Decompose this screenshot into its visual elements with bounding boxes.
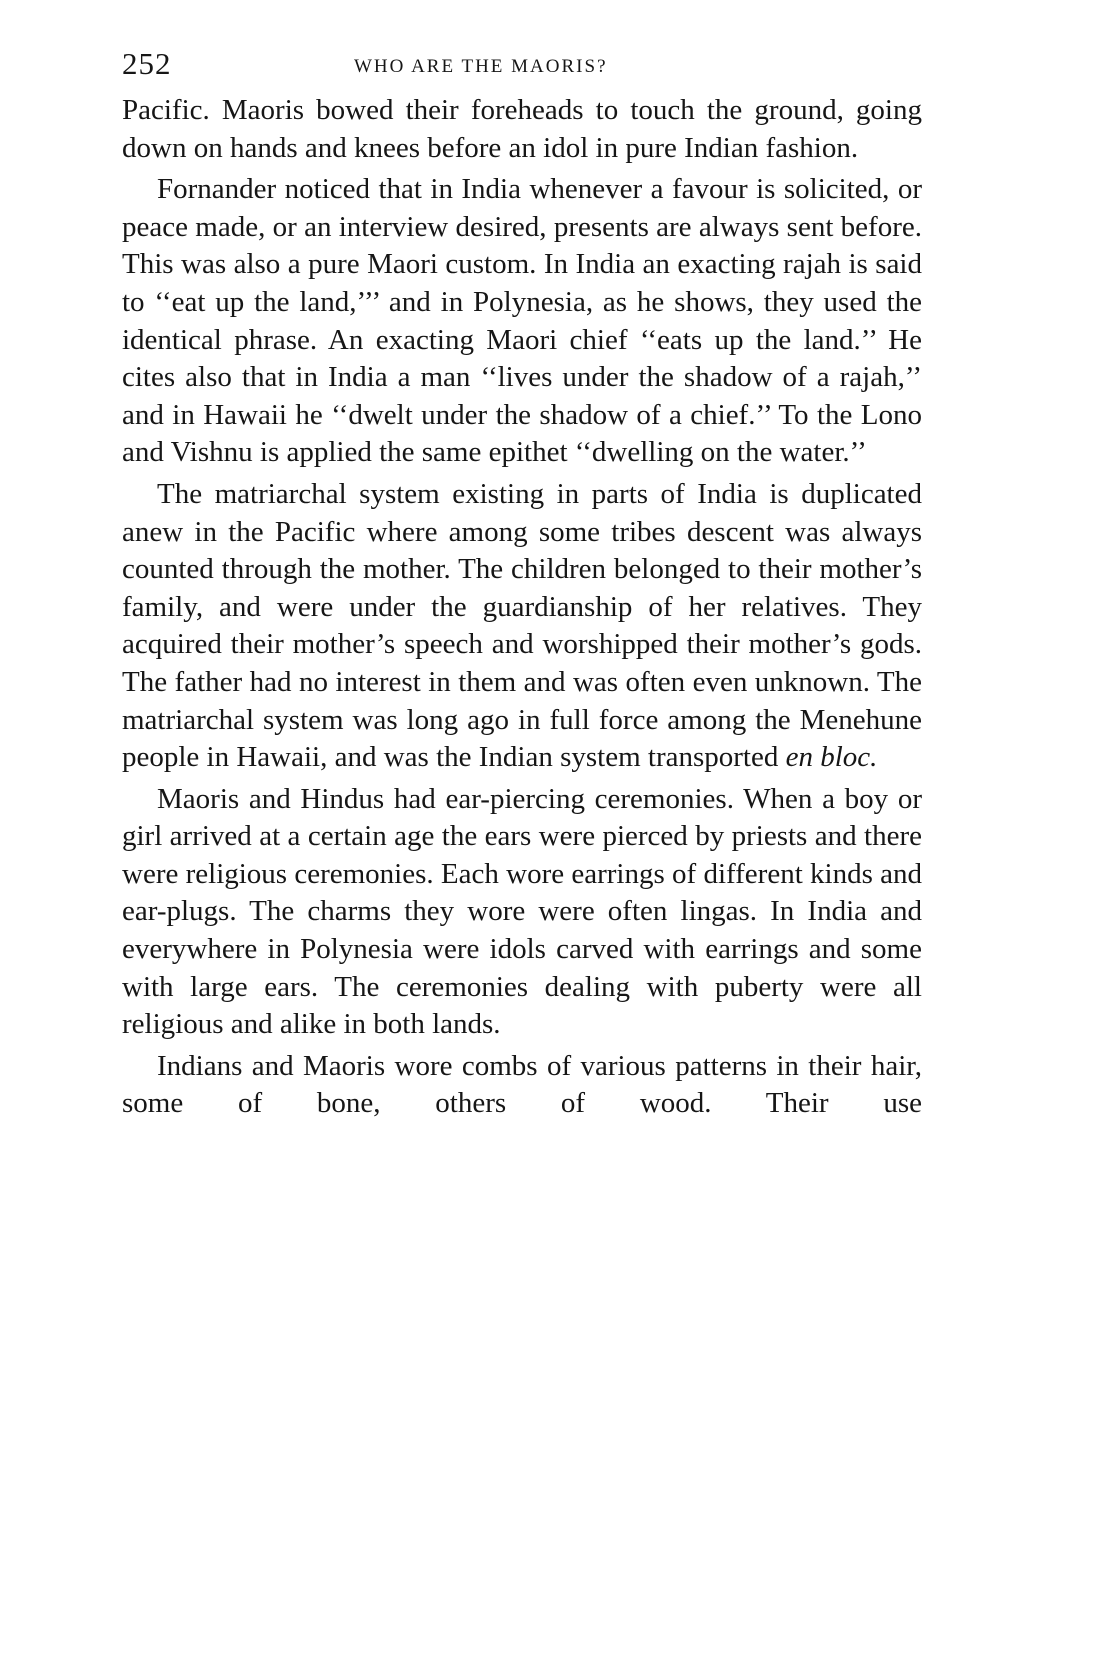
- page-number: 252: [122, 46, 172, 81]
- running-title: WHO ARE THE MAORIS?: [354, 56, 608, 77]
- body-text: [122, 92, 922, 1123]
- paragraph-1: Pacific. Maoris bowed their foreheads to touch the ground, going down on hands and knees before an idol in pure Indian fashion.: [122, 94, 922, 164]
- paragraph-2: Fornander noticed that in India whenever a favour is solicited, or peace made, or an interview desired, presents are always sent before. This was also a pure Maori custom. In India an exacting rajah is said to ‘‘eat up the land,’’’ and in Polynesia, as he shows, they used the identical phrase. An exacting Maori chief ‘‘eats up the land.’’ He cites also that in India a man ‘‘lives under the shadow of a rajah,’’ and in Hawaii he ‘‘dwelt under the shadow of a chief.’’ To the Lono and Vishnu is applied the same epithet ‘‘dwelling on the water.’’: [122, 173, 922, 469]
- paragraph-5: Indians and Maoris wore combs of various patterns in their hair, some of bone, others of wood. Their use: [122, 1049, 922, 1120]
- running-head: [122, 40, 922, 92]
- italic-phrase: en bloc.: [785, 741, 878, 774]
- paragraph-3-text: The matriarchal system existing in parts of India is duplicated anew in the Pacific where among some tribes descent was always counted through the mother. The children belonged to their mother’s family, and were under the guardianship of her relatives. They acquired their mother’s speech and worshipped their mother’s gods. The father had no interest in them and was often even unknown. The matriarchal system was long ago in full force among the Menehune people in Hawaii, and was the Indian system transported: [122, 477, 922, 774]
- paragraph-3: [122, 476, 922, 777]
- paragraph-4: Maoris and Hindus had ear-piercing ceremonies. When a boy or girl arrived at a certain age the ears were pierced by priests and there were religious ceremonies. Each wore earrings of different kinds and ear-plugs. The charms they wore were often lingas. In India and everywhere in Polynesia were idols carved with earrings and some with large ears. The ceremonies dealing with puberty were all religious and alike in both lands.: [122, 782, 922, 1041]
- book-page: [122, 40, 922, 1123]
